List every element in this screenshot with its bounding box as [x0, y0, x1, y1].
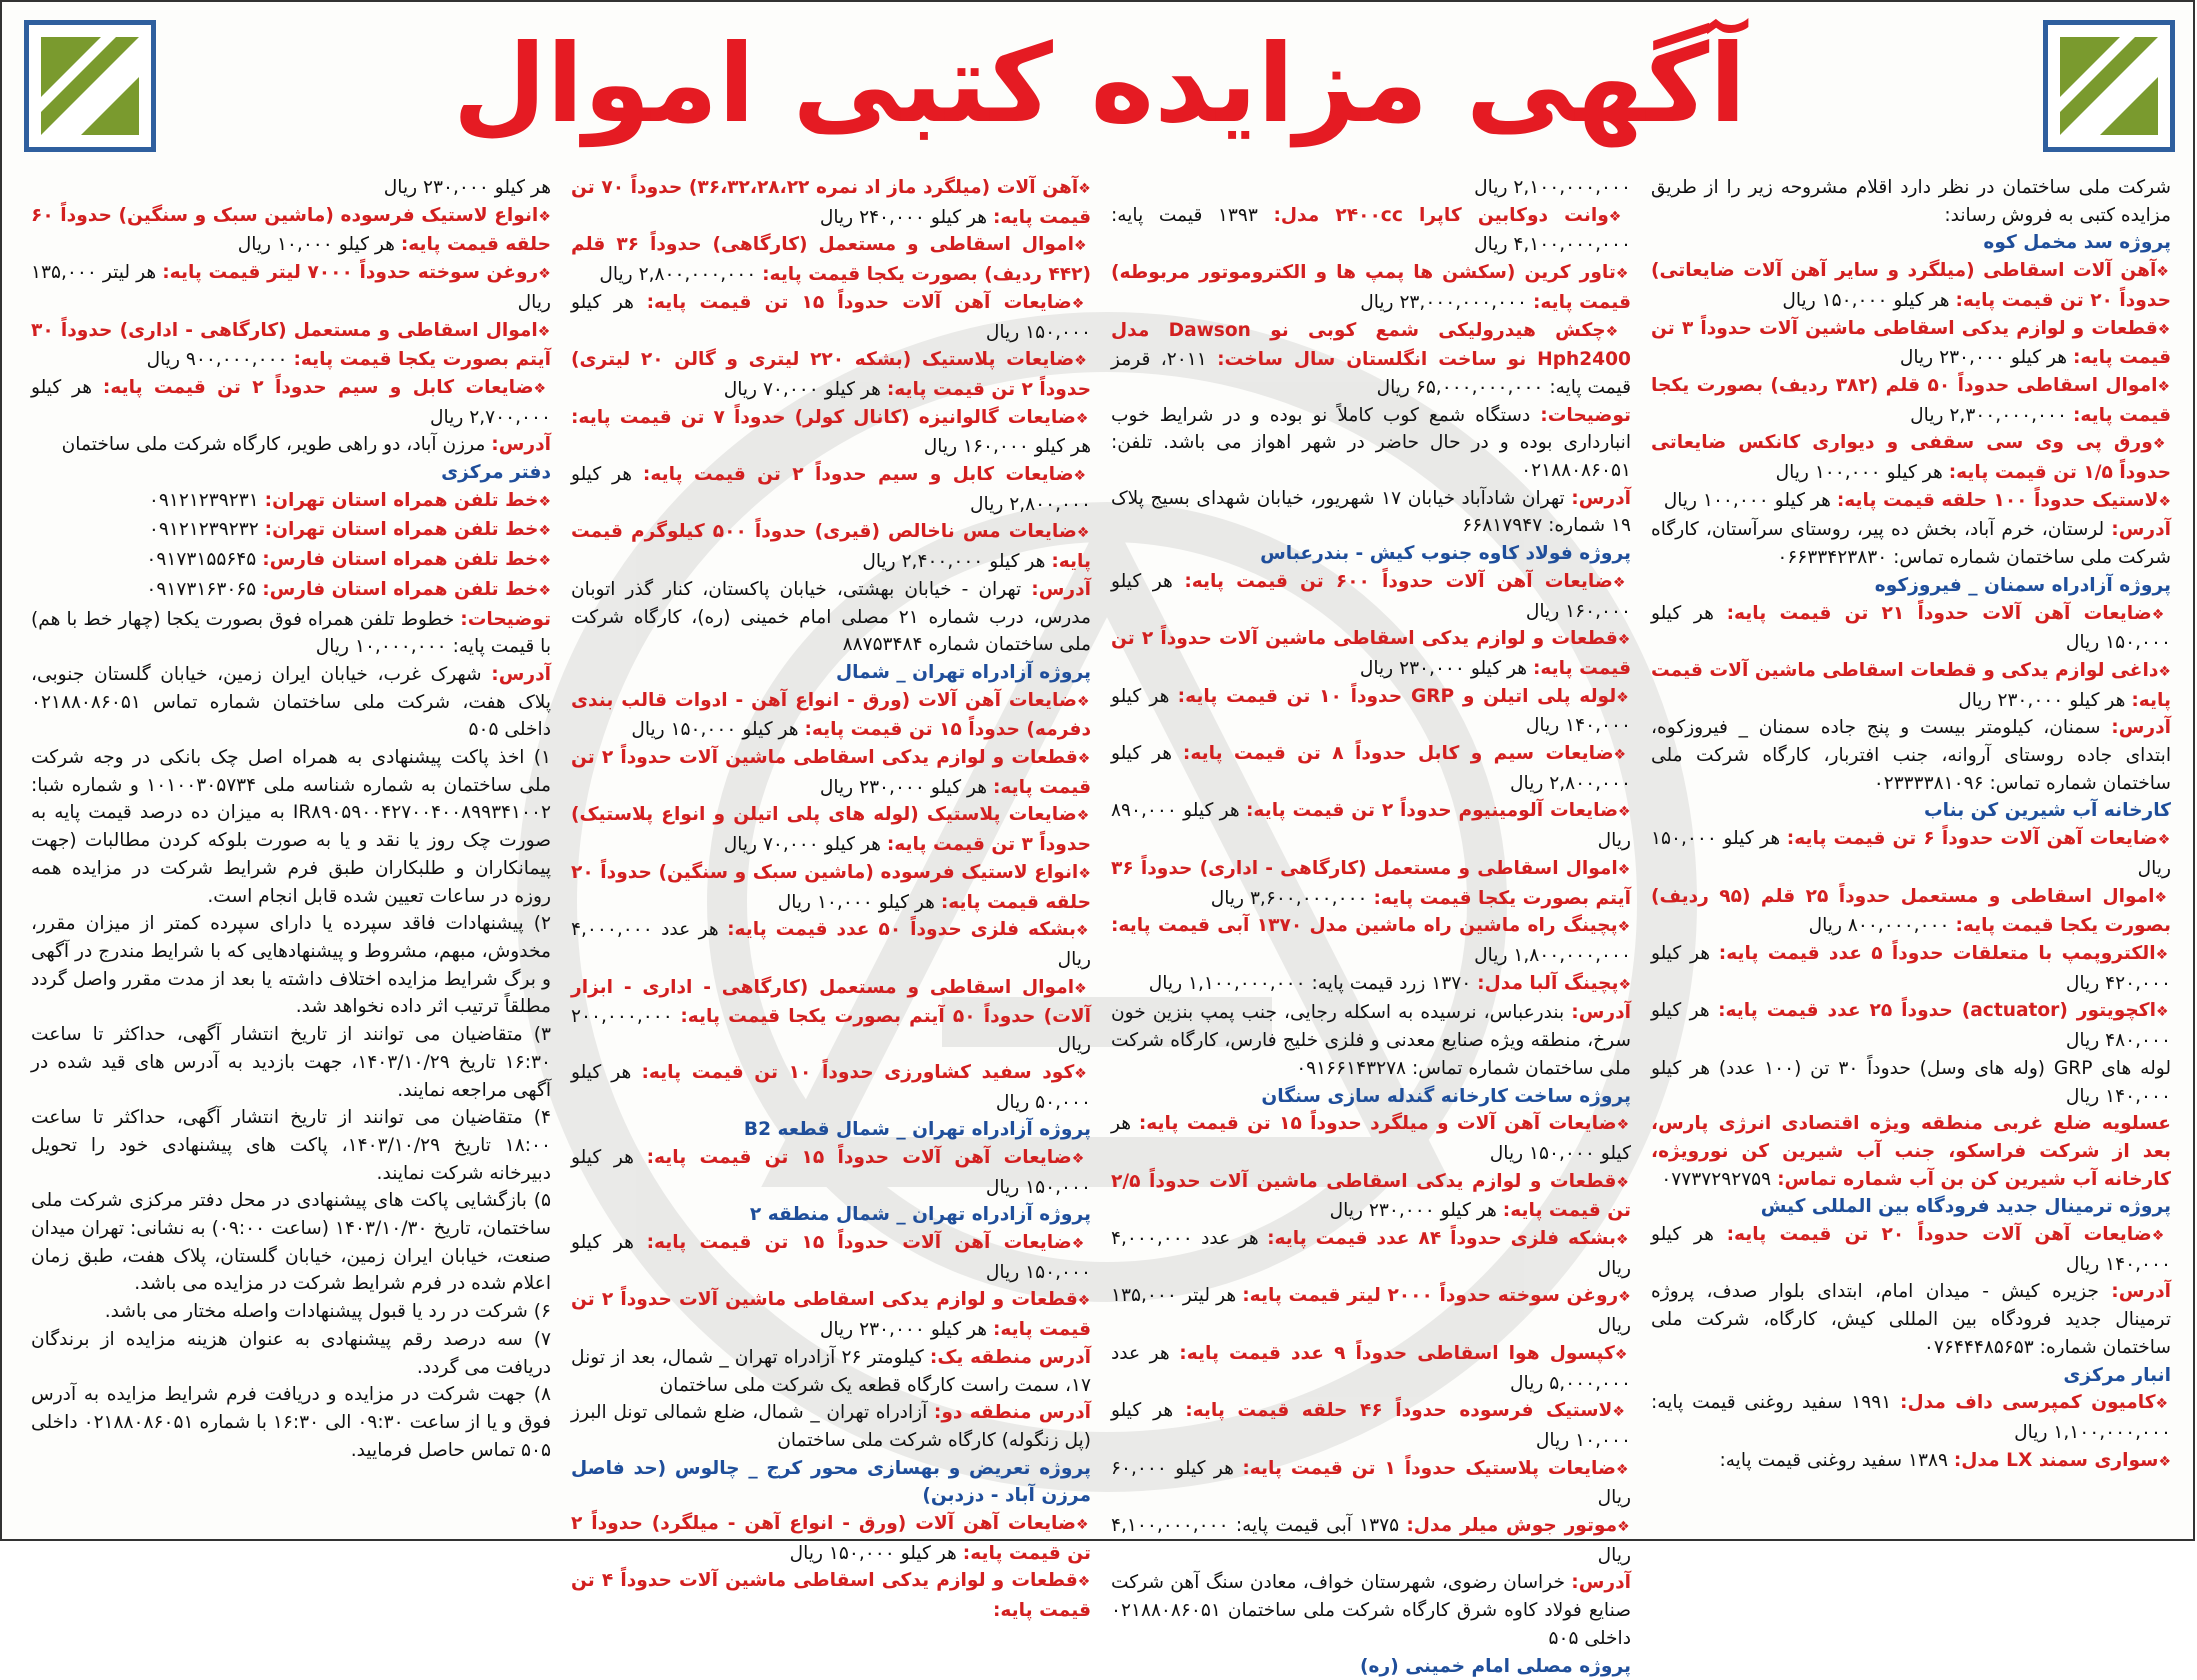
address-label: آدرس:	[491, 434, 551, 456]
auction-item	[1111, 568, 1631, 625]
item-price: هر کیلو ۴۲۰,۰۰۰ ریال	[1651, 942, 2171, 994]
address-label: آدرس منطقه یک:	[929, 1346, 1091, 1368]
auction-item	[1111, 1340, 1631, 1397]
item-title: ❖ الکتروپمپ با متعلقات حدوداً ۵ عدد قیمت پایه:	[1719, 943, 2171, 964]
item-price: هر کیلو ۲۳۰,۰۰۰ ریال	[1359, 657, 1533, 679]
item-title: ❖ لاستیک فرسوده حدوداً ۴۶ حلقه قیمت پایه:	[1185, 1400, 1631, 1421]
auction-item	[1651, 315, 2171, 372]
notice-text: ۳) متقاضیان می توانند از تاریخ انتشار آگهی، حداکثر تا ساعت ۱۶:۳۰ تاریخ ۱۴۰۳/۱۰/۲۹، جهت بازدید به آدرس های قید شده در آگهی مراجعه نمایند.	[31, 1024, 551, 1101]
address-block	[1651, 1110, 2171, 1193]
auction-item	[1651, 657, 2171, 714]
item-price: ۰۹۱۷۳۱۵۵۶۴۵	[146, 549, 263, 571]
item-title: ❖ خط تلفن همراه استان تهران:	[265, 519, 551, 540]
item-price: هر کیلو ۱۰,۰۰۰ ریال	[237, 234, 401, 256]
item-price: هر کیلو ۱۵۰,۰۰۰ ریال	[1111, 1113, 1631, 1164]
address-text: دستگاه شمع کوب کاملاً نو بوده و در شرایط خوب انبارداری بوده و در حال حاضر در شهر اهواز می باشد. تلفن: ۰۲۱۸۸۰۸۶۰۵۱	[1111, 404, 1631, 482]
auction-item	[1111, 970, 1631, 1000]
auction-item	[571, 916, 1091, 973]
item-title: ❖ وانت دوکابین کاپرا ۲۴۰۰cc مدل:	[1273, 205, 1631, 226]
item-title: ❖ اکچویتور (actuator) حدوداً ۲۵ عدد قیمت پایه:	[1718, 1000, 2171, 1021]
auction-item	[31, 374, 551, 431]
item-price: هر کیلو ۱۰۰,۰۰۰ ریال	[1775, 462, 1949, 484]
project-heading: دفتر مرکزی	[441, 462, 551, 484]
item-price: هر کیلو ۵۰,۰۰۰ ریال	[571, 1061, 1091, 1113]
item-price: هر کیلو ۱۵۰,۰۰۰ ریال	[571, 291, 1091, 343]
item-title: ❖ اموال اسقاطی و مستعمل (کارگاهی - اداری) حدوداً ۳۰ آیتم بصورت یکجا قیمت پایه:	[31, 320, 551, 371]
item-title: ❖ ضایعات مس ناخالص (قیری) حدوداً ۵۰۰ کیلوگرم قیمت پایه:	[571, 521, 1091, 572]
project-heading: پروژه ترمینال جدید فرودگاه بین المللی کیش	[1760, 1196, 2171, 1218]
item-title: ❖ اموال اسقاطی و مستعمل (کارگاهی - اداری - ابزار آلات) حدوداً ۵۰ آیتم بصورت یکجا قیمت پایه:	[571, 977, 1091, 1028]
auction-item	[1651, 429, 2171, 486]
auction-item	[571, 801, 1091, 858]
auction-item	[1651, 257, 2171, 314]
item-price: هر کیلو ۱۶۰,۰۰۰ ریال	[923, 436, 1091, 458]
item-title: ❖ قطعات و لوازم یدکی اسقاطی ماشین آلات حدوداً ۲ تن قیمت پایه:	[1111, 628, 1631, 679]
item-price: ۰۹۱۷۳۱۶۳۰۶۵	[146, 578, 263, 600]
item-price: هر کیلو ۲۴۰,۰۰۰ ریال	[819, 206, 993, 228]
address-block	[31, 431, 551, 459]
item-price: هر کیلو ۱۴۰,۰۰۰ ریال	[1651, 1224, 2171, 1275]
item-price: هر کیلو ۲,۸۰۰,۰۰۰ ریال	[571, 464, 1091, 515]
item-title: ❖ ضایعات پلاستیک (بشکه ۲۲۰ لیتری و گالن ۲۰ لیتری) حدوداً ۲ تن قیمت پایه:	[571, 349, 1091, 400]
auction-item	[571, 744, 1091, 801]
project-heading: انبار مرکزی	[2063, 1364, 2171, 1386]
auction-item	[571, 404, 1091, 461]
item-price: هر کیلو ۱۶۰,۰۰۰ ریال	[1111, 570, 1631, 622]
auction-item	[1111, 202, 1631, 259]
auction-item	[1111, 1282, 1631, 1339]
auction-item	[1111, 683, 1631, 740]
item-price: هر کیلو ۲۳۰,۰۰۰ ریال	[819, 1319, 993, 1341]
item-title: ❖ ضایعات آهن آلات حدوداً ۶ تن قیمت پایه:	[1787, 828, 2171, 849]
item-title: ❖ روغن سوخته حدوداً ۷۰۰۰ لیتر قیمت پایه:	[162, 262, 551, 283]
item-title: ❖ قطعات و لوازم یدکی اسقاطی ماشین آلات حدوداً ۳ تن قیمت پایه:	[1651, 318, 2171, 369]
address-label: آدرس:	[1571, 1572, 1631, 1594]
auction-item	[1651, 372, 2171, 429]
item-title: ❖ لاستیک حدوداً ۱۰۰ حلقه قیمت پایه:	[1837, 490, 2171, 511]
address-text: کیلومتر ۲۶ آزادراه تهران _ شمال، بعد از تونل ۱۷، سمت راست کارگاه قطعه یک شرکت ملی ساختمان	[571, 1346, 1091, 1396]
address-block	[1111, 402, 1631, 485]
item-title: ❖ ضایعات آهن آلات حدوداً ۱۵ تن قیمت پایه:	[647, 292, 1091, 313]
address-text: ۰۷۷۳۷۲۹۲۷۵۹	[1661, 1168, 1778, 1190]
auction-item	[1651, 1389, 2171, 1446]
item-price: هر لیتر ۱۳۵,۰۰۰ ریال	[1111, 1285, 1631, 1337]
address-label: آدرس:	[2111, 717, 2171, 739]
address-block	[571, 1344, 1091, 1399]
item-price: ۳,۶۰۰,۰۰۰,۰۰۰ ریال	[1210, 887, 1374, 909]
address-label: عسلویه ضلع غربی منطقه ویژه اقتصادی انرژی پارس، بعد از شرکت فراسکو، جنب آب شیرین کن نورویژه، کارخانه آب شیرین کن بن آب شماره تماس:	[1651, 1113, 2171, 1190]
item-title: ❖ ضایعات کابل و سیم حدوداً ۲ تن قیمت پایه:	[103, 377, 551, 398]
auction-item	[31, 202, 551, 259]
auction-item	[31, 546, 551, 576]
auction-item	[1111, 1225, 1631, 1282]
item-title: ❖ روغن سوخته حدوداً ۲۰۰۰ لیتر قیمت پایه:	[1242, 1285, 1631, 1306]
address-block	[31, 606, 551, 661]
item-title: ❖ ضایعات پلاستیک حدوداً ۱ تن قیمت پایه:	[1242, 1458, 1631, 1479]
item-price: هر کیلو ۱۴۰,۰۰۰ ریال	[1111, 685, 1631, 737]
ad-title: آگهی مزایده کتبی اموال	[452, 22, 1747, 147]
address-text: شهرک غرب، خیابان ایران زمین، خیابان گلستان جنوبی، پلاک هفت، شرکت ملی ساختمان شماره تماس ۰۲۱۸۸۰۸۶۰۵۱ داخلی ۵۰۵	[31, 663, 551, 741]
address-block	[1651, 714, 2171, 797]
auction-item	[1111, 1455, 1631, 1512]
address-block	[1111, 485, 1631, 540]
item-price: هر کیلو ۷۰,۰۰۰ ریال	[723, 834, 887, 856]
address-text: خراسان رضوی، شهرستان خواف، معادن سنگ آهن شرکت صنایع فولاد کاوه شرق کارگاه شرکت ملی ساختمان ۰۲۱۸۸۰۸۶۰۵۱ داخلی ۵۰۵	[1111, 1572, 1631, 1649]
item-title: ❖ قطعات و لوازم یدکی اسقاطی ماشین آلات حدوداً ۴ تن قیمت پایه:	[571, 1570, 1091, 1621]
address-label: آدرس:	[1571, 487, 1632, 509]
item-price: ۰۹۱۲۱۲۳۹۲۳۱	[148, 489, 265, 511]
item-price: ۲۰۱۱، قرمز قیمت پایه: ۶۵,۰۰۰,۰۰۰,۰۰۰ ریال	[1111, 349, 1631, 398]
item-title: ❖ پچینگ آلبا مدل:	[1477, 973, 1631, 994]
auction-item	[31, 516, 551, 546]
item-title: ❖ بشکه فلزی حدوداً ۸۴ عدد قیمت پایه:	[1267, 1228, 1631, 1249]
item-price: هر عدد ۵,۰۰۰,۰۰۰ ریال	[1111, 1342, 1631, 1394]
auction-item	[571, 231, 1091, 288]
item-title: ❖ چکش هیدرولیکی شمع کوبی نو Dawson مدل Hph2400 نو ساخت انگلستان سال ساخت:	[1111, 320, 1631, 371]
address-text: مرزن آباد، دو راهی طویر، کارگاه شرکت ملی ساختمان	[61, 434, 492, 456]
auction-item	[1111, 855, 1631, 912]
item-title: ❖ اموال اسقاطی حدوداً ۵۰ قلم (۳۸۲ ردیف) بصورت یکجا قیمت پایه:	[1651, 375, 2171, 426]
item-title: ❖ لوله پلی اتیلن و GRP حدوداً ۱۰ تن قیمت پایه:	[1178, 686, 1631, 707]
address-text: بندرعباس، نرسیده به اسکله رجایی، جنب پمپ بنزین خون سرخ، منطقه ویژه صنایع معدنی و فلزی خلیج فارس، کارگاه شرکت ملی ساختمان شماره تماس: ۰۹۱۶۶۱۴۳۲۷۸	[1111, 1002, 1631, 1079]
column	[1101, 174, 1641, 1677]
item-title: ❖ ضایعات گالوانیزه (کانال کولر) حدوداً ۷ تن قیمت پایه:	[571, 407, 1091, 428]
auction-item	[1111, 1168, 1631, 1225]
item-title: ❖ کپسول هوا اسقاطی حدوداً ۹ عدد قیمت پایه:	[1179, 1343, 1631, 1364]
address-label: توضیحات:	[1540, 404, 1631, 426]
item-price: هر کیلو ۱۵۰,۰۰۰ ریال	[789, 1542, 963, 1564]
auction-item	[1651, 825, 2171, 882]
project-heading: کارخانه آب شیرین کن بناب	[1923, 800, 2171, 822]
item-title: ❖ سواری سمند LX مدل:	[1954, 1450, 2171, 1471]
item-title: ❖ ضایعات آهن آلات (ورق - انواع آهن - میلگرد) حدوداً ۲ تن قیمت پایه:	[571, 1513, 1091, 1564]
item-price: ۸۰۰,۰۰۰,۰۰۰ ریال	[1808, 915, 1956, 937]
auction-item	[571, 1567, 1091, 1624]
auction-item	[1651, 940, 2171, 997]
auction-item	[571, 1059, 1091, 1116]
address-text: تهران شادآباد خیابان ۱۷ شهریور، خیابان شهدای بسیج پلاک ۱۹ شماره: ۶۶۸۱۷۹۴۷	[1111, 487, 1631, 537]
address-block	[1651, 1278, 2171, 1361]
item-price: هر کیلو ۱۵۰,۰۰۰ ریال	[571, 1146, 1091, 1198]
column	[561, 174, 1101, 1622]
address-block	[571, 1399, 1091, 1454]
item-price: هر کیلو ۲۳۰,۰۰۰ ریال	[1329, 1200, 1503, 1222]
address-label: آدرس:	[2111, 519, 2171, 541]
address-block	[571, 576, 1091, 659]
address-text: جزیره کیش - میدان امام، ابتدای بلوار صدف، پروژه ترمینال جدید فرودگاه بین المللی کیش، کارگاه، شرکت ملی ساختمان شماره: ۰۷۶۴۴۴۸۵۶۵۳	[1651, 1281, 2171, 1358]
item-price: هر عدد ۴,۰۰۰,۰۰۰ ریال	[571, 919, 1091, 970]
item-title: ❖ داغی لوازم یدکی و قطعات اسقاطی ماشین آلات قیمت پایه:	[1651, 660, 2171, 711]
auction-item	[1651, 1221, 2171, 1278]
notice-text: هر کیلو ۲۳۰,۰۰۰ ریال	[383, 177, 551, 198]
item-price: ۲۳,۰۰۰,۰۰۰,۰۰۰ ریال	[1360, 291, 1533, 313]
item-title: ❖ ضایعات آهن آلات حدوداً ۱۵ تن قیمت پایه:	[647, 1147, 1091, 1168]
item-title: ❖ ضایعات آهن آلات حدوداً ۶۰۰ تن قیمت پایه:	[1184, 571, 1631, 592]
item-price: هر کیلو ۲,۸۰۰,۰۰۰ ریال	[1111, 743, 1631, 794]
auction-item	[571, 174, 1091, 231]
address-text: لرستان، خرم آباد، بخش ده پیر، روستای سرآستان، کارگاه شرکت ملی ساختمان شماره تماس: ۰۶۶۳۳۴۲۳۸۳۰	[1651, 519, 2171, 569]
project-heading: پروژه فولاد کاوه جنوب کیش - بندرعباس	[1260, 543, 1631, 565]
item-price: هر کیلو ۱۰۰,۰۰۰ ریال	[1663, 489, 1837, 511]
item-price: ۲۰۰,۰۰۰,۰۰۰ ریال	[571, 1006, 1091, 1056]
item-title: ❖ بشکه فلزی حدوداً ۵۰ عدد قیمت پایه:	[727, 919, 1091, 940]
auction-item	[571, 859, 1091, 916]
company-logo-icon	[24, 20, 156, 152]
item-title: ❖ اموال اسقاطی و مستعمل حدوداً ۲۵ قلم (۹۵ ردیف) بصورت یکجا قیمت پایه:	[1651, 886, 2171, 937]
item-price: ۲,۳۰۰,۰۰۰,۰۰۰ ریال	[1910, 404, 2073, 426]
column	[21, 174, 561, 1534]
item-price: هر کیلو ۸۹۰,۰۰۰ ریال	[1111, 800, 1631, 852]
item-price: هر کیلو ۱۵۰,۰۰۰ ریال	[1651, 828, 2171, 879]
item-title: ❖ خط تلفن همراه استان فارس:	[262, 549, 551, 570]
item-title: ❖ قطعات و لوازم یدکی اسقاطی ماشین آلات حدوداً ۲ تن قیمت پایه:	[571, 1289, 1091, 1340]
project-heading: پروژه ساخت کارخانه گندله سازی سنگان	[1261, 1085, 1631, 1107]
item-price: هر عدد ۴,۰۰۰,۰۰۰ ریال	[1111, 1228, 1631, 1279]
auction-item	[571, 1510, 1091, 1567]
auction-item	[31, 317, 551, 374]
address-label: آدرس:	[2111, 1281, 2171, 1303]
auction-item	[1111, 317, 1631, 402]
auction-item	[1651, 883, 2171, 940]
column	[1641, 174, 2181, 1534]
address-block	[1111, 1569, 1631, 1652]
address-text: سمنان، کیلومتر بیست و پنج جاده سمنان _ فیروزکوه، ابتدای جاده روستای آروانه، جنب افتربار، کارگاه شرکت ملی ساختمان شماره تماس: ۰۲۳۳۳۳۸۱۰۹۶	[1651, 717, 2171, 794]
address-text: خطوط تلفن همراه فوق بصورت یکجا (چهار خط با هم) با قیمت پایه: ۱۰,۰۰۰,۰۰۰ ریال	[31, 608, 551, 658]
item-price: هر کیلو ۱۵۰,۰۰۰ ریال	[631, 719, 805, 741]
item-price: هر کیلو ۱۰,۰۰۰ ریال	[1111, 1400, 1631, 1451]
project-heading: پروژه آزادراه تهران _ شمال قطعه B2	[743, 1119, 1091, 1141]
item-title: ❖ انواع لاستیک فرسوده (ماشین سبک و سنگین) حدوداً ۲۰ حلقه قیمت پایه:	[571, 862, 1091, 913]
address-block	[31, 661, 551, 744]
ad-columns	[18, 174, 2181, 1677]
item-title: ❖ قطعات و لوازم یدکی اسقاطی ماشین آلات حدوداً ۲ تن قیمت پایه:	[571, 747, 1091, 798]
project-heading: پروژه تعریض و بهسازی محور کرج _ چالوس (حد فاصل مرزن آباد - دزدبن)	[571, 1457, 1091, 1507]
auction-item	[571, 974, 1091, 1059]
item-title: ❖ ضایعات کابل و سیم حدوداً ۲ تن قیمت پایه:	[643, 464, 1091, 485]
item-price: ۹۰۰,۰۰۰,۰۰۰ ریال	[146, 349, 294, 371]
notice-text: لوله های GRP (وله های وسل) حدوداً ۳۰ تن (۱۰۰ عدد) هر کیلو ۱۴۰,۰۰۰ ریال	[1651, 1057, 2172, 1107]
company-logo-icon	[2043, 20, 2175, 152]
item-price: ۱۳۸۹ سفید روغنی قیمت پایه:	[1719, 1449, 1954, 1471]
auction-item	[571, 1144, 1091, 1201]
item-price: هر کیلو ۲,۴۰۰,۰۰۰ ریال	[862, 551, 1052, 573]
item-title: ❖ ضایعات سیم و کابل حدوداً ۸ تن قیمت پایه:	[1183, 743, 1631, 764]
auction-item	[1111, 1110, 1631, 1167]
address-label: آدرس:	[1031, 578, 1091, 600]
address-label: توضیحات:	[460, 608, 551, 630]
item-title: ❖ ضایعات آهن آلات حدوداً ۱۵ تن قیمت پایه:	[647, 1232, 1091, 1253]
notice-text: ۵) بازگشایی پاکت های پیشنهادی در محل دفتر مرکزی شرکت ملی ساختمان، تاریخ ۱۴۰۳/۱۰/۳۰ (ساعت ۰۹:۰۰) به نشانی: تهران میدان صنعت، خیابان ایران زمین، خیابان گلستان، پلاک هفت، طبق زمان اعلام شده در فرم شرایط شرکت در مزایده می باشد.	[31, 1190, 551, 1295]
address-text: تهران - خیابان بهشتی، خیابان پاکستان، کنار گذر اتوبان مدرس، درب شماره ۲۱ مصلی امام خمینی (ره)، کارگاه شرکت ملی ساختمان شماره ۸۸۷۵۳۴۸۴	[571, 578, 1091, 656]
auction-item	[1111, 1397, 1631, 1454]
auction-item	[1111, 625, 1631, 682]
address-label: آدرس منطقه دو:	[933, 1402, 1091, 1424]
item-price: هر کیلو ۶۰,۰۰۰ ریال	[1111, 1457, 1631, 1509]
item-title: ❖ قطعات و لوازم یدکی اسقاطی ماشین آلات حدوداً ۲/۵ تن قیمت پایه:	[1111, 1171, 1631, 1222]
item-price: ۲,۸۰۰,۰۰۰,۰۰۰ ریال	[599, 264, 763, 286]
auction-item	[571, 461, 1091, 518]
item-price: هر کیلو ۱۵۰,۰۰۰ ریال	[571, 1232, 1091, 1283]
project-heading: پروژه آزادراه تهران _ شمال منطقه ۲	[749, 1204, 1091, 1226]
item-title: ❖ تاور کرین (سکشن ها پمپ ها و الکتروموتور مربوطه) قیمت پایه:	[1111, 262, 1631, 313]
project-heading: پروژه آزادراه سمنان _ فیروزکوه	[1874, 574, 2171, 596]
item-price: هر لیتر ۱۳۵,۰۰۰ ریال	[31, 262, 551, 313]
item-price: ۱۹۹۱ سفید روغنی قیمت پایه: ۱,۱۰۰,۰۰۰,۰۰۰ ریال	[1651, 1392, 2171, 1443]
item-title: ❖ ضایعات پلاستیک (لوله های پلی اتیلن و انواع پلاستیک) حدوداً ۳ تن قیمت پایه:	[571, 804, 1091, 855]
notice-text: شرکت ملی ساختمان در نظر دارد اقلام مشروحه زیر را از طریق مزایده کتبی به فروش رساند:	[1651, 177, 2171, 226]
item-price: هر کیلو ۲,۷۰۰,۰۰۰ ریال	[31, 376, 551, 428]
item-title: ❖ ضایعات آلومینیوم حدوداً ۲ تن قیمت پایه:	[1246, 800, 1631, 821]
item-price: ۱,۸۰۰,۰۰۰,۰۰۰ ریال	[1474, 944, 1631, 966]
auction-item	[1111, 1512, 1631, 1569]
project-heading: پروژه آزادراه تهران _ شمال	[836, 661, 1091, 683]
item-title: ❖ خط تلفن همراه استان تهران:	[265, 490, 551, 511]
auction-item	[571, 1286, 1091, 1343]
item-title: ❖ ضایعات آهن آلات و میلگرد حدوداً ۱۵ تن قیمت پایه:	[1139, 1113, 1631, 1134]
item-price: هر کیلو ۲۳۰,۰۰۰ ریال	[819, 776, 993, 798]
auction-item	[31, 576, 551, 606]
item-price: هر کیلو ۱۵۰,۰۰۰ ریال	[1782, 289, 1956, 311]
item-title: ❖ کامیون کمپرسی داف مدل:	[1900, 1392, 2171, 1413]
notice-text: ۷) سه درصد رقم پیشنهادی به عنوان هزینه مزایده از برندگان دریافت می گردد.	[31, 1328, 551, 1378]
auction-item	[571, 687, 1091, 744]
notice-text: ۲,۱۰۰,۰۰۰,۰۰۰ ریال	[1474, 177, 1631, 198]
auction-item	[1111, 912, 1631, 969]
item-title: ❖ موتور جوش میلر مدل:	[1406, 1515, 1631, 1536]
item-price: ۱۳۷۵ آبی قیمت پایه: ۴,۱۰۰,۰۰۰,۰۰۰ ریال	[1111, 1515, 1631, 1566]
notice-text: ۴) متقاضیان می توانند از تاریخ انتشار آگهی، حداکثر تا ساعت ۱۸:۰۰ تاریخ ۱۴۰۳/۱۰/۲۹، پاکت های پیشنهادی خود را تحویل دبیرخانه شرکت نمایند.	[31, 1107, 551, 1184]
item-title: ❖ اموال اسقاطی و مستعمل (کارگاهی - اداری) حدوداً ۳۶ آیتم بصورت یکجا قیمت پایه:	[1111, 858, 1631, 909]
item-title: ❖ پچینگ راه ماشین راه ماشین مدل ۱۳۷۰ آبی قیمت پایه:	[1111, 915, 1631, 936]
address-block	[1111, 999, 1631, 1082]
auction-item	[1651, 997, 2171, 1054]
address-label: آدرس:	[1571, 1002, 1631, 1024]
item-price: ۱۳۹۳ قیمت پایه: ۴,۱۰۰,۰۰۰,۰۰۰ ریال	[1111, 204, 1631, 256]
item-title: ❖ اموال اسقاطی و مستعمل (کارگاهی) حدوداً ۳۶ قلم (۴۴۲ ردیف) بصورت یکجا قیمت پایه:	[571, 234, 1091, 285]
item-title: ❖ انواع لاستیک فرسوده (ماشین سبک و سنگین) حدوداً ۶۰ حلقه قیمت پایه:	[31, 205, 551, 256]
auction-item	[1111, 797, 1631, 854]
address-label: آدرس:	[491, 663, 551, 685]
auction-item	[1111, 740, 1631, 797]
notice-text: ۱) اخذ پاکت پیشنهادی به همراه اصل چک بانکی در وجه شرکت ملی ساختمان به شماره شناسه ملی ۱۰۱۰۰۳۰۵۷۳۴ و شماره شبا: IR۸۹۰۵۹۰۰۴۲۷۰۰۴۰۰۸۹۹۳۴۱۰۰۲ به میزان ده درصد قیمت پایه به صورت چک روز یا نقد و یا به صورت بلوکه کردن مطالبات (جهت پیمانکاران و طلبکاران طبق فرم شرایط شرکت در مزایده همه روزه در ساعات تعیین شده قابل انجام است.	[31, 747, 552, 907]
item-price: هر کیلو ۲۳۰,۰۰۰ ریال	[1958, 689, 2132, 711]
item-title: ❖ آهن آلات (میلگرد ماز اد نمره ۳۶،۳۲،۲۸،۲۲) حدوداً ۷۰ تن قیمت پایه:	[571, 177, 1091, 228]
item-title: ❖ خط تلفن همراه استان فارس:	[262, 579, 551, 600]
auction-item	[1651, 487, 2171, 517]
item-price: هر کیلو ۲۳۰,۰۰۰ ریال	[1899, 347, 2073, 369]
item-title: ❖ ضایعات آهن آلات حدوداً ۲۱ تن قیمت پایه:	[1727, 603, 2171, 624]
item-title: ❖ ضایعات آهن آلات (ورق - انواع آهن - ادوات قالب بندی دفرمه) حدوداً ۱۵ تن قیمت پایه:	[571, 690, 1091, 741]
auction-item	[571, 289, 1091, 346]
notice-text: ۶) شرکت در رد یا قبول پیشنهادات واصله مختار می باشد.	[104, 1301, 551, 1323]
item-price: هر کیلو ۴۸۰,۰۰۰ ریال	[1651, 1000, 2171, 1052]
project-heading: پروژه مصلی امام خمینی (ره)	[1360, 1655, 1631, 1677]
header	[2, 2, 2197, 170]
item-price: هر کیلو ۷۰,۰۰۰ ریال	[723, 378, 887, 400]
item-title: ❖ کود سفید کشاورزی حدوداً ۱۰ تن قیمت پایه:	[641, 1062, 1091, 1083]
auction-item	[31, 259, 551, 316]
auction-item	[571, 346, 1091, 403]
item-price: ۰۹۱۲۱۲۳۹۲۳۲	[148, 519, 265, 541]
address-text: آزادراه تهران _ شمال، ضلع شمالی تونل البرز (پل زنگوله) کارگاه شرکت ملی ساختمان	[571, 1402, 1091, 1451]
item-title: ❖ آهن آلات اسقاطی (میلگرد و سایر آهن آلات ضایعاتی) حدوداً ۲۰ تن قیمت پایه:	[1651, 260, 2171, 311]
auction-item	[1651, 600, 2171, 657]
item-title: ❖ ضایعات آهن آلات حدوداً ۲۰ تن قیمت پایه:	[1727, 1224, 2171, 1245]
project-heading: پروژه سد مخمل کوه	[1983, 232, 2171, 254]
item-price: هر کیلو ۱۰,۰۰۰ ریال	[777, 891, 941, 913]
auction-item	[571, 1229, 1091, 1286]
address-block	[1651, 516, 2171, 571]
notice-text: ۲) پیشنهادات فاقد سپرده یا دارای سپرده کمتر از میزان مقرر، مخدوش، مبهم، مشروط و پیشنهادهایی که با شرایط مندرج در آگهی و برگ شرایط مزایده اختلاف داشته یا بعد از مدت مقرر واصل گردد مطلقاً ترتیب اثر داده نخواهد شد.	[31, 913, 551, 1018]
auction-item	[1111, 259, 1631, 316]
item-price: هر کیلو ۱۵۰,۰۰۰ ریال	[1651, 602, 2171, 654]
auction-item	[571, 518, 1091, 575]
auction-item	[31, 487, 551, 517]
item-title: ❖ ورق پی وی سی سقفی و دیواری کانکس ضایعاتی حدوداً ۱/۵ تن قیمت پایه:	[1651, 432, 2171, 483]
notice-text: ۸) جهت شرکت در مزایده و دریافت فرم شرایط مزایده به آدرس فوق و یا از ساعت ۰۹:۳۰ الی ۱۶:۳۰ با شماره ۰۲۱۸۸۰۸۶۰۵۱ داخلی ۵۰۵ تماس حاصل فرمایید.	[31, 1384, 551, 1461]
item-price: ۱۳۷۰ زرد قیمت پایه: ۱,۱۰۰,۰۰۰,۰۰۰ ریال	[1148, 972, 1478, 994]
auction-item	[1651, 1447, 2171, 1477]
